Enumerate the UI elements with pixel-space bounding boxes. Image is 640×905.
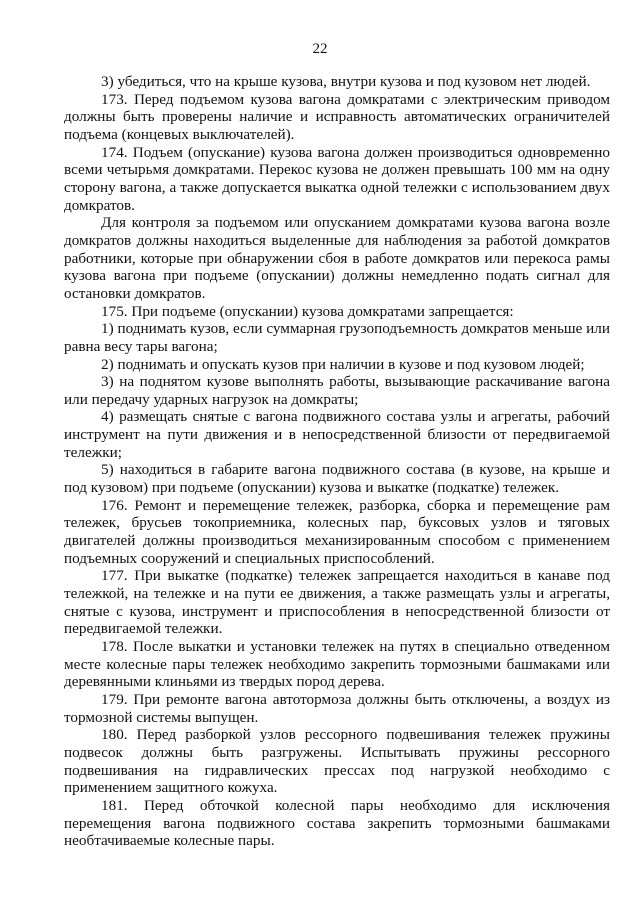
paragraph-175-item-2: 2) поднимать и опускать кузов при наличии в кузове и под кузовом людей;	[101, 355, 585, 373]
page-number: 22	[312, 41, 328, 57]
paragraph-174: 174. Подъем (опускание) кузова вагона должен производиться одновременно всеми четырьмя домкратами. Перекос кузова не должен превышать 100 мм на одну сторону вагона, а также допускается выкатка одной тележки с использованием двух домкратов.	[64, 143, 610, 214]
paragraph-175-item-3: 3) на поднятом кузове выполнять работы, вызывающие раскачивание вагона или передачу ударных нагрузок на домкраты;	[64, 373, 610, 408]
paragraph-item-3: 3) убедиться, что на крыше кузова, внутри кузова и под кузовом нет людей.	[101, 73, 591, 90]
paragraph-179: 179. При ремонте вагона автотормоза должны быть отключены, а воздух из тормозной системы выпущен.	[64, 690, 610, 726]
paragraph-174-jack-control: Для контроля за подъемом или опусканием домкратами кузова вагона возле домкратов должны находиться выделенные для наблюдения за работой домкратов работники, которые при обнаружении сбоя в работе домкратов или перекоса рамы кузова вагона при подъеме (опускании) должны немедленно подать сигнал для остановки домкратов.	[64, 214, 610, 302]
document-body	[64, 73, 610, 850]
paragraph-177: 177. При выкатке (подкатке) тележек запрещается находиться в канаве под тележкой, на тележке и на пути ее движения, а также размещать узлы и агрегаты, снятые с кузова, инструмент и приспособления в непосредственной близости от передвигаемой тележки.	[64, 567, 610, 638]
paragraph-175-item-5: 5) находиться в габарите вагона подвижного состава (в кузове, на крыше и под кузовом) при подъеме (опускании) кузова и выкатке (подкатке) тележек.	[64, 461, 610, 497]
paragraph-181: 181. Перед обточкой колесной пары необходимо для исключения перемещения вагона подвижного состава закрепить тормозными башмаками необтачиваемые колесные пары.	[64, 796, 610, 850]
paragraph-176: 176. Ремонт и перемещение тележек, разборка, сборка и перемещение рам тележек, брусьев токоприемника, колесных пар, буксовых узлов и тяговых двигателей должны производиться механизированным способом с применением подъемных сооружений и специальных приспособлений.	[64, 496, 610, 567]
paragraph-175: 175. При подъеме (опускании) кузова домкратами запрещается:	[101, 302, 514, 320]
paragraph-175-item-4: 4) размещать снятые с вагона подвижного состава узлы и агрегаты, рабочий инструмент на пути движения и в непосредственной близости от передвигаемой тележки;	[64, 408, 610, 461]
paragraph-178: 178. После выкатки и установки тележек на путях в специально отведенном месте колесные пары тележек необходимо закрепить тормозными башмаками или деревянными клиньями из твердых пород дерева.	[64, 638, 610, 691]
paragraph-175-item-1: 1) поднимать кузов, если суммарная грузоподъемность домкратов меньше или равна весу тары вагона;	[64, 320, 610, 355]
paragraph-180: 180. Перед разборкой узлов рессорного подвешивания тележек пружины подвесок должны быть разгружены. Испытывать пружины рессорного подвешивания на гидравлических прессах под нагрузкой необходимо с применением защитного кожуха.	[64, 726, 610, 797]
paragraph-173: 173. Перед подъемом кузова вагона домкратами с электрическим приводом должны быть проверены наличие и исправность автоматических ограничителей подъема (концевых выключателей).	[64, 90, 610, 143]
